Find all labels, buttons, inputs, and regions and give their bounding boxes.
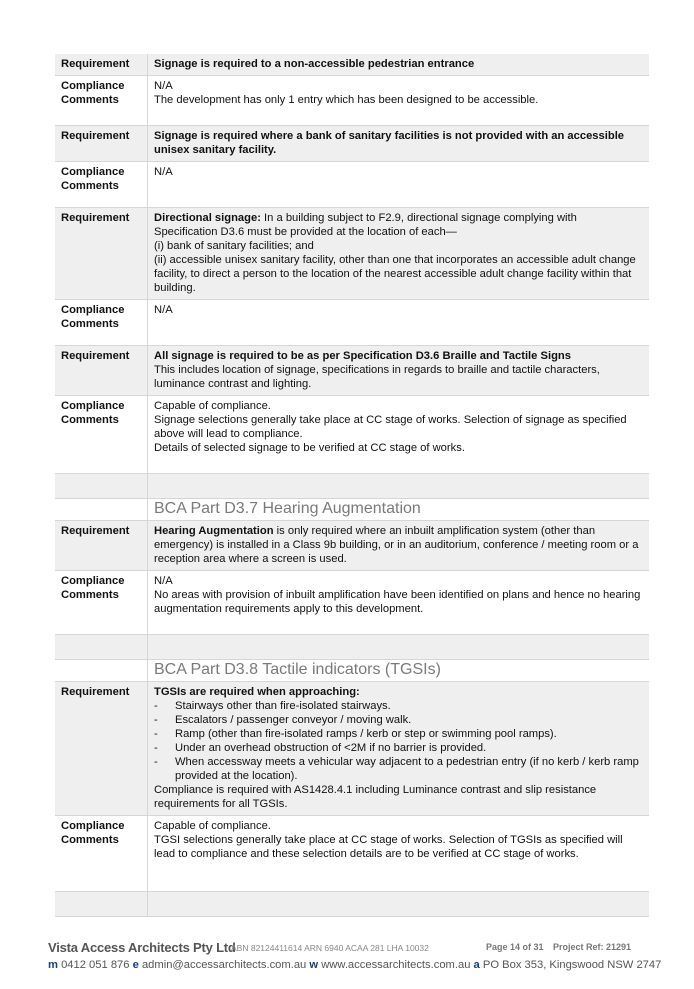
spacer-cell: [148, 892, 650, 917]
bullet-item: - Under an overhead obstruction of <2M if no barrier is provided.: [154, 741, 643, 755]
compliance-table: [55, 54, 649, 917]
compliance-label: [55, 396, 148, 474]
spacer-row: [55, 892, 649, 917]
bullet-item: - Ramp (other than fire-isolated ramps / kerb or step or swimming pool ramps).: [154, 727, 643, 741]
address-key: a: [473, 959, 480, 971]
compliance-text: [148, 76, 650, 126]
compliance-label-line1: Compliance: [61, 400, 125, 412]
bullet-item: - Stairways other than fire-isolated stairways.: [154, 699, 643, 713]
compliance-label-line2: Comments: [61, 834, 119, 846]
compliance-text: [148, 300, 650, 346]
compliance-text: [148, 571, 650, 635]
spacer-row: [55, 474, 649, 499]
comment-line: Details of selected signage to be verified at CC stage of works.: [154, 442, 465, 454]
project-ref: Project Ref: 21291: [553, 942, 632, 952]
compliance-text: [148, 162, 650, 208]
registration-numbers: ABN 82124411614 ARN 6940 ACAA 281 LHA 10032: [231, 943, 429, 953]
compliance-label-line2: Comments: [61, 94, 119, 106]
footer-line-1: [48, 940, 638, 958]
requirement-row: [55, 54, 649, 76]
compliance-label-line2: Comments: [61, 414, 119, 426]
page-number: Page 14 of 31: [486, 942, 544, 952]
comment-line: Capable of compliance.: [154, 820, 271, 832]
comment-line: Capable of compliance.: [154, 400, 271, 412]
requirement-body: In a building subject to F2.9, directional signage complying with Specification D3.6 must be provided at the location of each—: [154, 212, 577, 238]
requirement-bold: All signage is required to be as per Specification D3.6 Braille and Tactile Signs: [154, 350, 571, 362]
spacer-cell: [55, 474, 148, 499]
requirement-text: Signage is required where a bank of sanitary facilities is not provided with an accessible unisex sanitary facility.: [148, 126, 650, 162]
requirement-label: Requirement: [55, 126, 148, 162]
compliance-row: [55, 76, 649, 126]
requirement-label: Requirement: [55, 208, 148, 300]
compliance-label-line1: Compliance: [61, 80, 125, 92]
email-key: e: [132, 959, 139, 971]
spacer-cell: [148, 635, 650, 660]
compliance-text: [148, 816, 650, 892]
web-key: w: [309, 959, 319, 971]
bullet-item: - Escalators / passenger conveyor / moving walk.: [154, 713, 643, 727]
compliance-label: [55, 816, 148, 892]
compliance-label: [55, 162, 148, 208]
phone-number: 0412 051 876: [61, 959, 130, 971]
requirement-bold: Directional signage:: [154, 212, 261, 224]
compliance-label-line2: Comments: [61, 180, 119, 192]
spacer-cell: [148, 474, 650, 499]
section-heading-row: [55, 499, 649, 521]
requirement-row: [55, 126, 649, 162]
page-footer: [48, 940, 662, 971]
compliance-text: [148, 396, 650, 474]
compliance-label: [55, 300, 148, 346]
requirement-body: is only required where an inbuilt amplification system (other than emergency) is installed in a Class 9b building, or in an auditorium, conference / meeting room or a reception area where a screen is used.: [154, 525, 639, 565]
compliance-label-line2: Comments: [61, 589, 119, 601]
postal-address: PO Box 353, Kingswood NSW 2747: [482, 959, 662, 971]
website[interactable]: www.accessarchitects.com.au: [321, 959, 471, 971]
section-heading-row: [55, 660, 649, 682]
requirement-label: Requirement: [55, 682, 148, 816]
requirement-item: (ii) accessible unisex sanitary facility, other than one that incorporates an accessible adult change facility, to direct a person to the location of the nearest accessible adult change facility within that building.: [154, 254, 636, 294]
compliance-label-line1: Compliance: [61, 304, 125, 316]
requirement-body: This includes location of signage, specifications in regards to braille and tactile characters, luminance contrast and lighting.: [154, 364, 600, 390]
requirement-label: Requirement: [55, 521, 148, 571]
compliance-label-line1: Compliance: [61, 820, 125, 832]
comment-line: TGSI selections generally take place at CC stage of works. Selection of TGSIs as specified will lead to compliance and these selection details are to be verified at CC stage of works.: [154, 834, 623, 860]
compliance-row: [55, 300, 649, 346]
compliance-label: [55, 571, 148, 635]
requirement-row: [55, 521, 649, 571]
comment-line: N/A: [154, 166, 173, 178]
comment-line: Signage selections generally take place at CC stage of works. Selection of signage as specified above will lead to compliance.: [154, 414, 627, 440]
requirement-bold: Hearing Augmentation: [154, 525, 274, 537]
spacer-cell: [55, 892, 148, 917]
comment-line: N/A: [154, 575, 173, 587]
compliance-label: [55, 76, 148, 126]
compliance-row: [55, 162, 649, 208]
compliance-label-line2: Comments: [61, 318, 119, 330]
requirement-text: [148, 682, 650, 816]
compliance-label-line1: Compliance: [61, 575, 125, 587]
requirement-item: (i) bank of sanitary facilities; and: [154, 240, 314, 252]
compliance-row: [55, 816, 649, 892]
requirement-label: Requirement: [55, 54, 148, 76]
heading-blank-cell: [55, 660, 148, 682]
bullet-item: - When accessway meets a vehicular way adjacent to a pedestrian entry (if no kerb / kerb ramp provided at the location).: [154, 755, 643, 783]
requirement-text: [148, 208, 650, 300]
comment-line: N/A: [154, 304, 173, 316]
email-address[interactable]: admin@accessarchitects.com.au: [141, 959, 307, 971]
comment-line: The development has only 1 entry which has been designed to be accessible.: [154, 94, 539, 106]
compliance-label-line1: Compliance: [61, 166, 125, 178]
compliance-row: [55, 396, 649, 474]
section-heading-d38: BCA Part D3.8 Tactile indicators (TGSIs): [148, 660, 650, 682]
requirement-label: Requirement: [55, 346, 148, 396]
spacer-row: [55, 635, 649, 660]
compliance-row: [55, 571, 649, 635]
spacer-cell: [55, 635, 148, 660]
tgsi-bullet-list: [154, 699, 643, 783]
firm-name: Vista Access Architects Pty Ltd: [48, 940, 236, 955]
requirement-text: Signage is required to a non-accessible pedestrian entrance: [148, 54, 650, 76]
requirement-text: [148, 346, 650, 396]
section-heading-d37: BCA Part D3.7 Hearing Augmentation: [148, 499, 650, 521]
footer-line-2: [48, 959, 662, 971]
mobile-key: m: [48, 959, 58, 971]
requirement-bold: TGSIs are required when approaching:: [154, 686, 360, 698]
comment-line: No areas with provision of inbuilt amplification have been identified on plans and hence no hearing augmentation requirements apply to this development.: [154, 589, 641, 615]
requirement-row: [55, 682, 649, 816]
requirement-body: Compliance is required with AS1428.4.1 including Luminance contrast and slip resistance requirements for all TGSIs.: [154, 784, 597, 810]
requirement-row: [55, 346, 649, 396]
requirement-text: [148, 521, 650, 571]
heading-blank-cell: [55, 499, 148, 521]
comment-line: N/A: [154, 80, 173, 92]
requirement-row: [55, 208, 649, 300]
